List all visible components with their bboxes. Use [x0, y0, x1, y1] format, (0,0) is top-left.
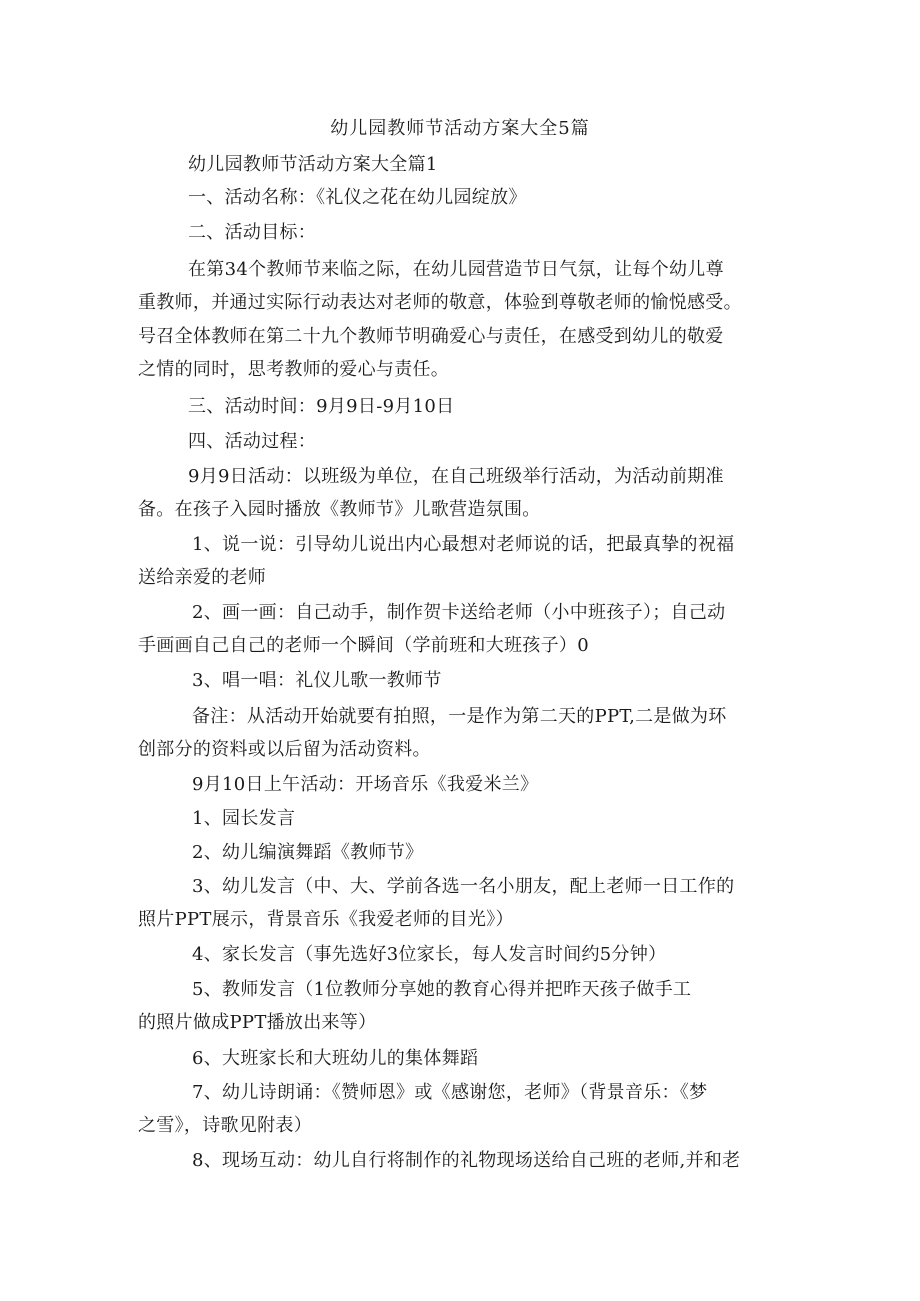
paragraph-line: 送给亲爱的老师	[138, 567, 267, 588]
paragraph-line: 的照片做成PPT播放出来等）	[138, 1012, 377, 1033]
section-heading: 幼儿园教师节活动方案大全篇1	[188, 154, 438, 175]
paragraph-line: 四、活动过程：	[188, 431, 317, 452]
paragraph-line: 重教师，并通过实际行动表达对老师的敬意，体验到尊敬老师的愉悦感受。	[138, 292, 742, 313]
paragraph-line: 二、活动目标：	[188, 222, 317, 243]
paragraph-line: 5、教师发言（1位教师分享她的教育心得并把昨天孩子做手工	[192, 979, 692, 1000]
paragraph-line: 1、园长发言	[192, 808, 296, 829]
paragraph-line: 号召全体教师在第二十九个教师节明确爱心与责任，在感受到幼儿的敬爱	[138, 326, 724, 347]
document-title: 幼儿园教师节活动方案大全5篇	[330, 118, 590, 139]
paragraph-line: 2、幼儿编演舞蹈《教师节》	[192, 842, 424, 863]
paragraph-line: 9月10日上午活动：开场音乐《我爱米兰》	[192, 774, 539, 795]
paragraph-line: 1、说一说：引导幼儿说出内心最想对老师说的话，把最真挚的祝福	[192, 534, 735, 555]
paragraph-line: 3、幼儿发言（中、大、学前各选一名小朋友，配上老师一日工作的	[192, 876, 735, 897]
paragraph-line: 4、家长发言（事先选好3位家长，每人发言时间约5分钟）	[192, 944, 667, 965]
paragraph-line: 一、活动名称：《礼仪之花在幼儿园绽放》	[188, 187, 527, 208]
paragraph-line: 在第34个教师节来临之际，在幼儿园营造节日气氛，让每个幼儿尊	[188, 259, 724, 280]
paragraph-line: 照片PPT展示，背景音乐《我爱老师的目光》）	[138, 909, 514, 930]
paragraph-line: 之情的同时，思考教师的爱心与责任。	[138, 359, 450, 380]
paragraph-line: 7、幼儿诗朗诵：《赞师恩》或《感谢您，老师》（背景音乐：《梦	[192, 1082, 708, 1103]
paragraph-line: 手画画自己自己的老师一个瞬间（学前班和大班孩子）0	[138, 635, 589, 656]
paragraph-line: 创部分的资料或以后留为活动资料。	[138, 739, 431, 760]
paragraph-line: 备。在孩子入园时播放《教师节》儿歌营造氛围。	[138, 499, 541, 520]
paragraph-line: 3、唱一唱：礼仪儿歌一教师节	[192, 670, 442, 691]
paragraph-line: 2、画一画：自己动手，制作贺卡送给老师（小中班孩子）；自己动	[192, 602, 726, 623]
paragraph-line: 9月9日活动：以班级为单位，在自己班级举行活动，为活动前期准	[188, 466, 724, 487]
paragraph-line: 三、活动时间：9月9日-9月10日	[188, 396, 455, 417]
paragraph-line: 8、现场互动：幼儿自行将制作的礼物现场送给自己班的老师,并和老	[192, 1150, 741, 1171]
paragraph-line: 备注：从活动开始就要有拍照，一是作为第二天的PPT,二是做为环	[192, 706, 727, 727]
paragraph-line: 之雪》，诗歌见附表）	[138, 1115, 312, 1136]
paragraph-line: 6、大班家长和大班幼儿的集体舞蹈	[192, 1048, 479, 1069]
